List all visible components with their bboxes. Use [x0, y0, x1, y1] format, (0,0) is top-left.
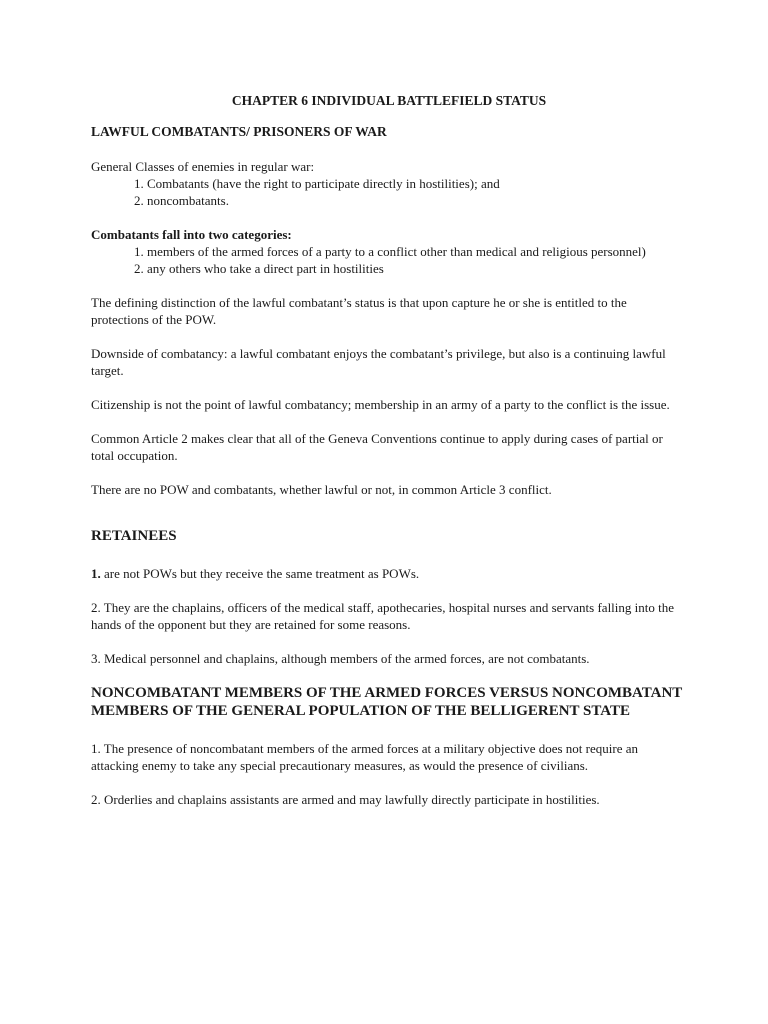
- retainee-item-1: [91, 565, 687, 582]
- paragraph: There are no POW and combatants, whether lawful or not, in common Article 3 conflict.: [91, 482, 552, 497]
- combatant-categories-intro: Combatants fall into two categories:: [91, 227, 292, 242]
- paragraph: The defining distinction of the lawful combatant’s status is that upon capture he or she is entitled to the protections of the POW.: [91, 295, 627, 327]
- paragraph: Downside of combatancy: a lawful combatant enjoys the combatant’s privilege, but also is a continuing lawful target.: [91, 346, 666, 378]
- enemy-classes-intro: General Classes of enemies in regular war:: [91, 159, 315, 174]
- enemy-classes-list: [91, 158, 687, 209]
- retainee-item-2: 2. They are the chaplains, officers of the medical staff, apothecaries, hospital nurses and servants falling into the hands of the opponent but they are retained for some reasons.: [91, 600, 675, 632]
- document-page: [91, 92, 687, 825]
- list-item: 2. any others who take a direct part in hostilities: [134, 261, 384, 276]
- paragraph: Citizenship is not the point of lawful combatancy; membership in an army of a party to the conflict is the issue.: [91, 397, 670, 412]
- list-item: 2. noncombatants.: [134, 193, 229, 208]
- paragraph: Common Article 2 makes clear that all of the Geneva Conventions continue to apply during cases of partial or total occupation.: [91, 431, 663, 463]
- item-number: 1.: [91, 566, 101, 581]
- section-heading-retainees: RETAINEES: [91, 528, 177, 544]
- section-heading-noncombatant-members: NONCOMBATANT MEMBERS OF THE ARMED FORCES VERSUS NONCOMBATANT MEMBERS OF THE GENERAL POPULATION OF THE BELLIGERENT STATE: [91, 685, 683, 719]
- chapter-title: CHAPTER 6 INDIVIDUAL BATTLEFIELD STATUS: [231, 93, 547, 108]
- noncombatant-item: 2. Orderlies and chaplains assistants are armed and may lawfully directly participate in hostilities.: [91, 792, 600, 807]
- item-text: are not POWs but they receive the same treatment as POWs.: [100, 566, 420, 581]
- noncombatant-item: 1. The presence of noncombatant members of the armed forces at a military objective does not require an attacking enemy to take any special precautionary measures, as would the presence of civilians.: [91, 741, 638, 773]
- retainee-item-3: 3. Medical personnel and chaplains, although members of the armed forces, are not combatants.: [91, 651, 590, 666]
- section-heading-lawful-combatants: LAWFUL COMBATANTS/ PRISONERS OF WAR: [91, 124, 387, 139]
- list-item: 1. members of the armed forces of a party to a conflict other than medical and religious personnel): [134, 244, 646, 259]
- list-item: 1. Combatants (have the right to participate directly in hostilities); and: [134, 176, 500, 191]
- combatant-categories-list: [91, 226, 687, 277]
